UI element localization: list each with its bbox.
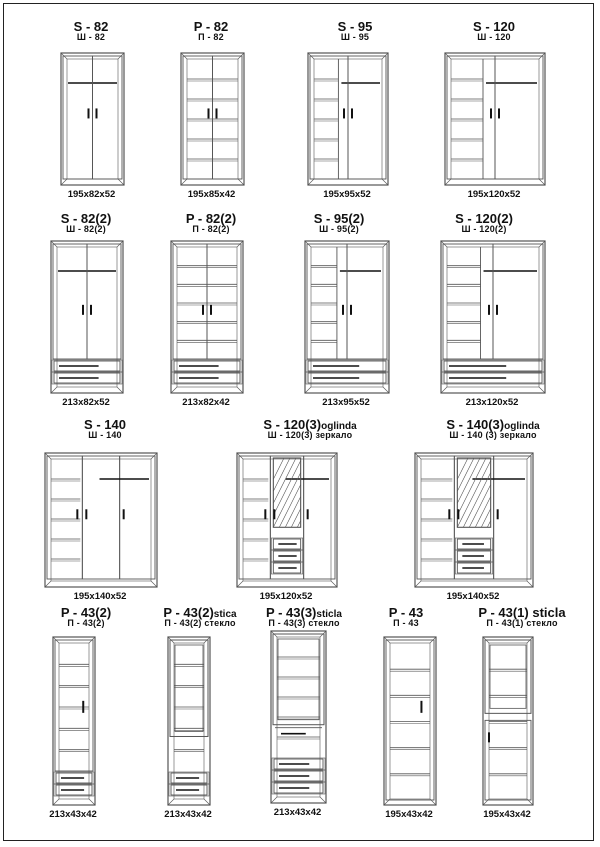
dimensions-label: 195x85x42 (187, 189, 236, 200)
product-code-cyrillic (66, 225, 106, 234)
product-code-cyrillic (268, 619, 339, 628)
code-suffix: oglinda (321, 421, 357, 432)
dimensions-label: 213x82x42 (182, 397, 230, 408)
cabinet-outline (415, 453, 533, 587)
door-right (494, 456, 531, 579)
furniture-item-1 (61, 53, 124, 185)
cyrillic-suffix: стекло (523, 618, 558, 628)
door-right (493, 244, 543, 359)
depth-line (441, 387, 447, 393)
cyrillic-text: Ш - 140 (3) (449, 430, 498, 440)
cyrillic-text: Ш - 95 (340, 32, 370, 42)
code-text: S - 95(2) (313, 211, 365, 226)
product-code-cyrillic (461, 225, 506, 234)
dimensions-label: 195x95x52 (323, 189, 371, 200)
lower-door (485, 720, 531, 800)
product-code-cyrillic (477, 33, 510, 42)
depth-line (238, 179, 244, 185)
depth-line (61, 179, 67, 185)
furniture-item-14 (271, 631, 326, 803)
cabinet-outline (483, 637, 533, 805)
furniture-item-15 (384, 637, 436, 805)
depth-line (271, 797, 277, 803)
mirror-hatch (285, 497, 300, 528)
product-code-cyrillic (198, 33, 224, 42)
product-code-cyrillic (268, 431, 353, 440)
door-right (348, 56, 386, 179)
depth-line (204, 799, 210, 805)
depth-line (415, 581, 421, 587)
depth-line (117, 387, 123, 393)
furniture-item-12 (53, 637, 95, 805)
mirror-hatch (273, 458, 284, 479)
door-left (307, 244, 347, 359)
code-suffix: stica (213, 609, 237, 620)
depth-line (51, 387, 57, 393)
product-code-cyrillic (393, 619, 419, 628)
depth-line (320, 797, 326, 803)
depth-line (181, 179, 187, 185)
cyrillic-text: Ш - 120 (477, 32, 511, 42)
dimensions-label: 195x140x52 (446, 591, 500, 602)
dimensions-label: 195x120x52 (467, 189, 521, 200)
furniture-item-16 (483, 637, 533, 805)
glass-door (273, 634, 324, 725)
mirror-hatch (279, 485, 300, 528)
code-text: S - 82 (73, 19, 109, 34)
furniture-item-7 (305, 241, 389, 393)
depth-line (237, 387, 243, 393)
depth-line (118, 179, 124, 185)
product-code-cyrillic (341, 33, 369, 42)
door-right (347, 244, 387, 359)
glass-pane (175, 645, 203, 731)
back-panel (51, 459, 151, 581)
dimensions-label: 195x43x42 (385, 809, 433, 820)
code-suffix: sticla (316, 609, 342, 620)
furniture-item-13 (168, 637, 210, 805)
depth-line (168, 799, 174, 805)
cyrillic-text: Ш - 120(3) (267, 430, 313, 440)
product-code-cyrillic (88, 431, 121, 440)
cyrillic-suffix: стекло (201, 618, 236, 628)
cyrillic-text: П - 43(2) (67, 618, 105, 628)
code-text: P - 43(3) (266, 605, 317, 620)
code-suffix: oglinda (504, 421, 540, 432)
depth-line (53, 799, 59, 805)
depth-line (308, 179, 314, 185)
depth-line (445, 179, 451, 185)
cyrillic-suffix: зеркало (312, 430, 353, 440)
cyrillic-text: Ш - 82 (76, 32, 106, 42)
depth-line (305, 387, 311, 393)
mirror-hatch (457, 458, 468, 479)
cyrillic-text: Ш - 140 (88, 430, 122, 440)
cyrillic-text: П - 43(2) (164, 618, 202, 628)
door (55, 640, 93, 771)
mirror-hatch (457, 458, 486, 515)
depth-line (539, 179, 545, 185)
cyrillic-text: П - 43(1) (486, 618, 524, 628)
dimensions-label: 195x43x42 (483, 809, 531, 820)
furniture-item-11 (415, 453, 533, 587)
mirror-hatch (463, 473, 490, 528)
furniture-item-8 (441, 241, 545, 393)
cabinet-outline (168, 637, 210, 805)
depth-line (151, 581, 157, 587)
furniture-item-5 (51, 241, 123, 393)
mirror-hatch (273, 473, 300, 528)
mirror-hatch (469, 485, 490, 528)
furniture-item-3 (308, 53, 388, 185)
depth-line (539, 387, 545, 393)
glass-pane (490, 645, 526, 708)
furniture-item-10 (237, 453, 337, 587)
product-code-cyrillic (67, 619, 104, 628)
code-text: P - 43(1) sticla (478, 605, 566, 620)
mirror-hatch (475, 497, 490, 528)
cyrillic-text: Ш - 82(2) (66, 224, 106, 234)
product-code-cyrillic (164, 619, 235, 628)
furniture-item-4 (445, 53, 545, 185)
cyrillic-text: П - 82 (198, 32, 224, 42)
cabinet-outline (237, 453, 337, 587)
code-text: P - 43(2) (163, 605, 214, 620)
dimensions-label: 213x120x52 (465, 397, 519, 408)
door-left (310, 56, 348, 179)
dimensions-label: 213x43x42 (273, 807, 322, 818)
product-code-cyrillic (486, 619, 557, 628)
code-text: S - 140 (84, 417, 126, 432)
dimensions-label: 195x120x52 (259, 591, 313, 602)
mirror-hatch (291, 509, 300, 528)
mirror-hatch (273, 458, 296, 503)
door-left (173, 244, 207, 359)
code-text: S - 82(2) (60, 211, 112, 226)
cyrillic-text: Ш - 120(2) (461, 224, 507, 234)
dimensions-label: 213x82x52 (62, 397, 110, 408)
furniture-item-9 (45, 453, 157, 587)
cabinet-outline (384, 637, 436, 805)
dimensions-label: 213x43x42 (49, 809, 97, 820)
code-text: S - 120 (473, 19, 515, 34)
cyrillic-text: Ш - 95(2) (319, 224, 359, 234)
depth-line (89, 799, 95, 805)
product-code-cyrillic (449, 431, 536, 440)
door-left (443, 244, 493, 359)
code-text: P - 82 (193, 19, 229, 34)
furniture-item-6 (171, 241, 243, 393)
code-text: P - 43 (388, 605, 424, 620)
dimensions-label: 213x95x52 (322, 397, 370, 408)
door-right (495, 56, 543, 179)
depth-line (171, 387, 177, 393)
depth-line (382, 179, 388, 185)
product-code-cyrillic (319, 225, 359, 234)
depth-line (237, 581, 243, 587)
furniture-item-2 (181, 53, 244, 185)
door-middle (82, 456, 119, 579)
depth-line (45, 581, 51, 587)
depth-line (331, 581, 337, 587)
door-right (87, 244, 121, 359)
cyrillic-text: П - 43(3) (268, 618, 306, 628)
glass-pane (278, 639, 319, 720)
product-code-cyrillic (77, 33, 105, 42)
cyrillic-text: П - 43 (393, 618, 419, 628)
door-right (207, 244, 241, 359)
cabinet-outline (45, 453, 157, 587)
depth-line (527, 581, 533, 587)
dimensions-label: 195x82x52 (67, 189, 116, 200)
code-text: P - 82(2) (185, 211, 237, 226)
mirror-hatch (481, 509, 490, 528)
dimensions-label: 213x43x42 (164, 809, 212, 820)
mirror-hatch (457, 458, 480, 503)
dimensions-label: 195x140x52 (73, 591, 127, 602)
code-text: P - 43(2) (60, 605, 112, 620)
cyrillic-text: П - 82(2) (192, 224, 230, 234)
door-left (447, 56, 495, 179)
code-text: S - 95 (337, 19, 373, 34)
door-right (120, 456, 155, 579)
mirror-hatch (273, 461, 300, 516)
glass-door (485, 640, 531, 713)
code-text: S - 120(3) (263, 417, 322, 432)
code-text: S - 120(2) (455, 211, 513, 226)
door-left (53, 244, 87, 359)
glass-door (170, 640, 208, 736)
depth-line (383, 387, 389, 393)
code-text: S - 140(3) (446, 417, 505, 432)
cyrillic-suffix: зеркало (497, 430, 537, 440)
product-code-cyrillic (192, 225, 229, 234)
cyrillic-suffix: стекло (305, 618, 340, 628)
